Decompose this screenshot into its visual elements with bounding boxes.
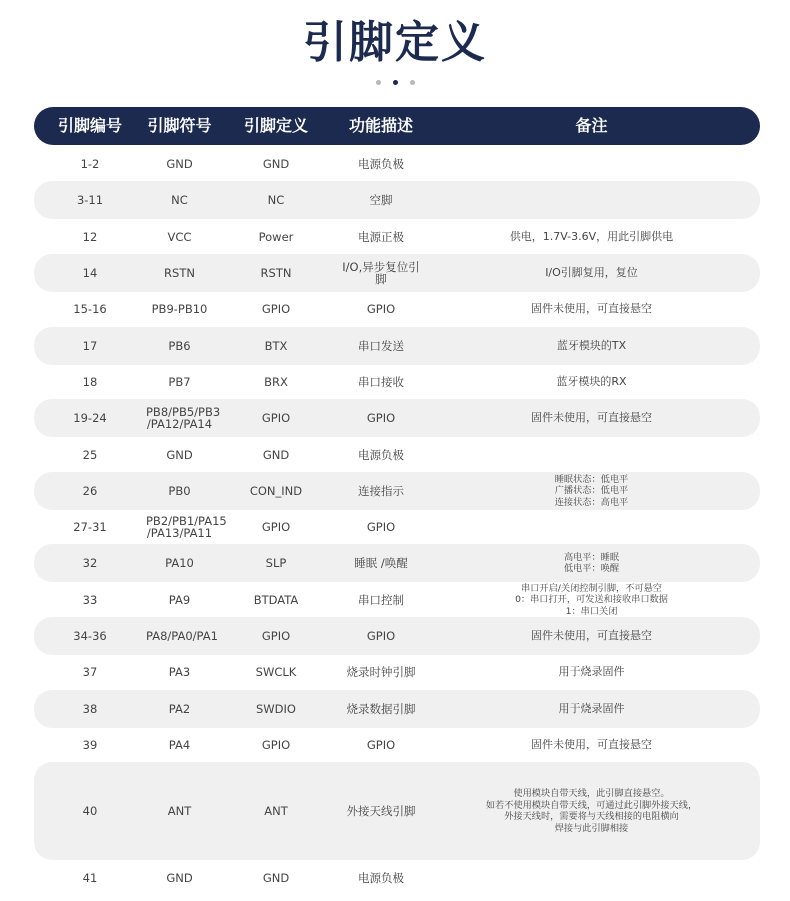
table-header xyxy=(34,107,760,145)
cell-function: GPIO xyxy=(366,520,396,535)
cell-function: GPIO xyxy=(366,629,396,644)
cell-pin-number: 26 xyxy=(82,483,98,498)
cell-pin-number: 33 xyxy=(82,592,98,607)
cell-pin-number: 27-31 xyxy=(73,520,107,535)
cell-note: 固件未使用，可直接悬空 xyxy=(531,738,652,751)
cell-note: 睡眠状态：低电平 广播状态：低电平 连接状态：高电平 xyxy=(554,473,629,508)
cell-function: GPIO xyxy=(366,411,396,426)
pagination-dot-active[interactable] xyxy=(393,80,398,85)
pin-definition-table xyxy=(34,107,760,897)
cell-pin-number: 32 xyxy=(82,556,98,571)
cell-pin-symbol: PB0 xyxy=(168,483,191,498)
cell-pin-number: 41 xyxy=(82,870,98,885)
cell-pin-number: 19-24 xyxy=(73,411,107,426)
table-row xyxy=(34,145,760,183)
cell-pin-definition: ANT xyxy=(264,804,288,819)
table-row xyxy=(34,581,760,619)
cell-function: I/O,异步复位引脚 xyxy=(342,259,420,286)
cell-pin-symbol: PA8/PA0/PA1 xyxy=(146,629,218,644)
column-header-note: 备注 xyxy=(575,116,608,135)
cell-pin-definition: NC xyxy=(267,193,285,208)
cell-function: 烧录时钟引脚 xyxy=(346,665,416,680)
cell-pin-symbol: GND xyxy=(166,447,193,462)
cell-pin-number: 25 xyxy=(82,447,98,462)
table-row xyxy=(34,472,760,510)
cell-pin-symbol: PB6 xyxy=(168,338,191,353)
cell-note: 串口开启/关闭控制引脚，不可悬空 0：串口打开，可发送和接收串口数据 1：串口关闭 xyxy=(515,582,668,617)
cell-function: 串口控制 xyxy=(358,592,404,607)
cell-pin-symbol: GND xyxy=(166,870,193,885)
table-row xyxy=(34,859,760,897)
table-row xyxy=(34,181,760,219)
cell-pin-symbol: PB2/PB1/PA15 /PA13/PA11 xyxy=(146,514,227,541)
cell-function: 烧录数据引脚 xyxy=(346,701,416,716)
cell-pin-number: 40 xyxy=(82,804,98,819)
cell-pin-number: 1-2 xyxy=(80,157,100,171)
cell-pin-definition: GND xyxy=(262,447,290,462)
cell-function: 串口发送 xyxy=(358,338,404,353)
page-title: 引脚定义 xyxy=(303,17,487,68)
cell-pin-symbol: GND xyxy=(166,157,193,171)
table-row xyxy=(34,363,760,401)
cell-pin-definition: SWDIO xyxy=(256,701,296,716)
cell-pin-symbol: PA3 xyxy=(168,665,191,680)
cell-pin-definition: SLP xyxy=(265,556,287,571)
cell-pin-symbol: VCC xyxy=(167,229,192,244)
cell-pin-definition: Power xyxy=(258,229,294,244)
cell-pin-number: 39 xyxy=(82,738,98,752)
table-row xyxy=(34,327,760,365)
pagination-dots xyxy=(0,80,790,86)
table-row xyxy=(34,726,760,764)
cell-pin-definition: GPIO xyxy=(261,411,291,426)
column-header-function: 功能描述 xyxy=(348,116,413,135)
cell-pin-symbol: PB7 xyxy=(168,374,191,389)
cell-pin-symbol: PB9-PB10 xyxy=(151,302,208,317)
cell-pin-symbol: RSTN xyxy=(164,265,195,280)
cell-pin-definition: BTX xyxy=(264,338,288,353)
cell-note: 供电，1.7V-3.6V，用此引脚供电 xyxy=(509,229,674,243)
cell-pin-definition: BTDATA xyxy=(253,592,299,607)
cell-function: 睡眠 /唤醒 xyxy=(354,556,408,571)
table-row xyxy=(34,617,760,655)
column-header-pin-symbol: 引脚符号 xyxy=(147,116,212,135)
cell-pin-definition: GND xyxy=(262,157,290,171)
cell-pin-symbol: PB8/PB5/PB3 /PA12/PA14 xyxy=(146,405,221,432)
table-row xyxy=(34,762,760,860)
cell-pin-number: 37 xyxy=(82,665,98,680)
cell-note: 用于烧录固件 xyxy=(558,665,625,679)
table-row xyxy=(34,254,760,292)
cell-pin-number: 3-11 xyxy=(76,193,104,208)
cell-pin-number: 14 xyxy=(82,265,98,280)
cell-function: 电源负极 xyxy=(358,447,404,462)
cell-pin-number: 12 xyxy=(82,229,98,244)
table-row xyxy=(34,508,760,546)
cell-note: 固件未使用，可直接悬空 xyxy=(531,629,652,643)
cell-pin-definition: RSTN xyxy=(260,265,292,280)
cell-pin-number: 17 xyxy=(82,338,98,353)
cell-pin-definition: GPIO xyxy=(261,738,291,752)
table-row xyxy=(34,690,760,728)
cell-pin-definition: CON_IND xyxy=(249,483,303,498)
table-row xyxy=(34,653,760,691)
table-row xyxy=(34,290,760,328)
cell-function: 空脚 xyxy=(369,193,393,208)
cell-note: 用于烧录固件 xyxy=(558,701,625,715)
cell-pin-number: 38 xyxy=(82,701,98,716)
table-row xyxy=(34,218,760,256)
cell-note: 使用模块自带天线，此引脚直接悬空。 如若不使用模块自带天线，可通过此引脚外接天线， 外接天线时，需要将与天线相接的电阻横向 焊接与此引脚相接 xyxy=(485,788,698,834)
cell-pin-definition: GPIO xyxy=(261,302,291,317)
cell-pin-number: 34-36 xyxy=(73,629,107,644)
cell-function: 连接指示 xyxy=(358,483,404,498)
table-body xyxy=(34,145,760,897)
cell-pin-symbol: PA4 xyxy=(168,738,191,752)
cell-pin-number: 18 xyxy=(82,374,98,389)
column-header-pin-number: 引脚编号 xyxy=(57,116,122,135)
table-row xyxy=(34,544,760,582)
cell-pin-definition: SWCLK xyxy=(255,665,297,680)
cell-pin-definition: GPIO xyxy=(261,520,291,535)
cell-function: GPIO xyxy=(366,738,396,752)
cell-pin-symbol: PA9 xyxy=(168,592,191,607)
cell-note: 蓝牙模块的TX xyxy=(556,338,627,352)
cell-note: 固件未使用，可直接悬空 xyxy=(531,411,652,425)
column-header-pin-definition: 引脚定义 xyxy=(243,116,308,135)
cell-pin-definition: BRX xyxy=(264,374,288,389)
table-row xyxy=(34,436,760,474)
cell-pin-definition: GPIO xyxy=(261,629,291,644)
cell-pin-number: 15-16 xyxy=(73,302,107,317)
cell-function: 外接天线引脚 xyxy=(346,804,416,819)
cell-note: 蓝牙模块的RX xyxy=(556,374,627,388)
cell-function: 串口接收 xyxy=(358,374,404,389)
cell-pin-symbol: ANT xyxy=(167,804,192,819)
cell-function: 电源正极 xyxy=(358,229,404,244)
cell-pin-symbol: PA10 xyxy=(165,556,194,571)
cell-pin-symbol: PA2 xyxy=(168,701,191,716)
pagination-dot[interactable] xyxy=(376,80,381,85)
cell-note: 高电平：睡眠 低电平：唤醒 xyxy=(563,551,620,575)
cell-function: 电源负极 xyxy=(358,870,404,885)
cell-function: GPIO xyxy=(366,302,396,317)
cell-pin-symbol: NC xyxy=(171,193,188,208)
cell-pin-definition: GND xyxy=(262,870,290,885)
cell-function: 电源负极 xyxy=(358,157,404,171)
cell-note: 固件未使用，可直接悬空 xyxy=(531,302,652,316)
pagination-dot[interactable] xyxy=(410,80,415,85)
cell-note: I/O引脚复用，复位 xyxy=(545,265,638,279)
table-row xyxy=(34,399,760,437)
